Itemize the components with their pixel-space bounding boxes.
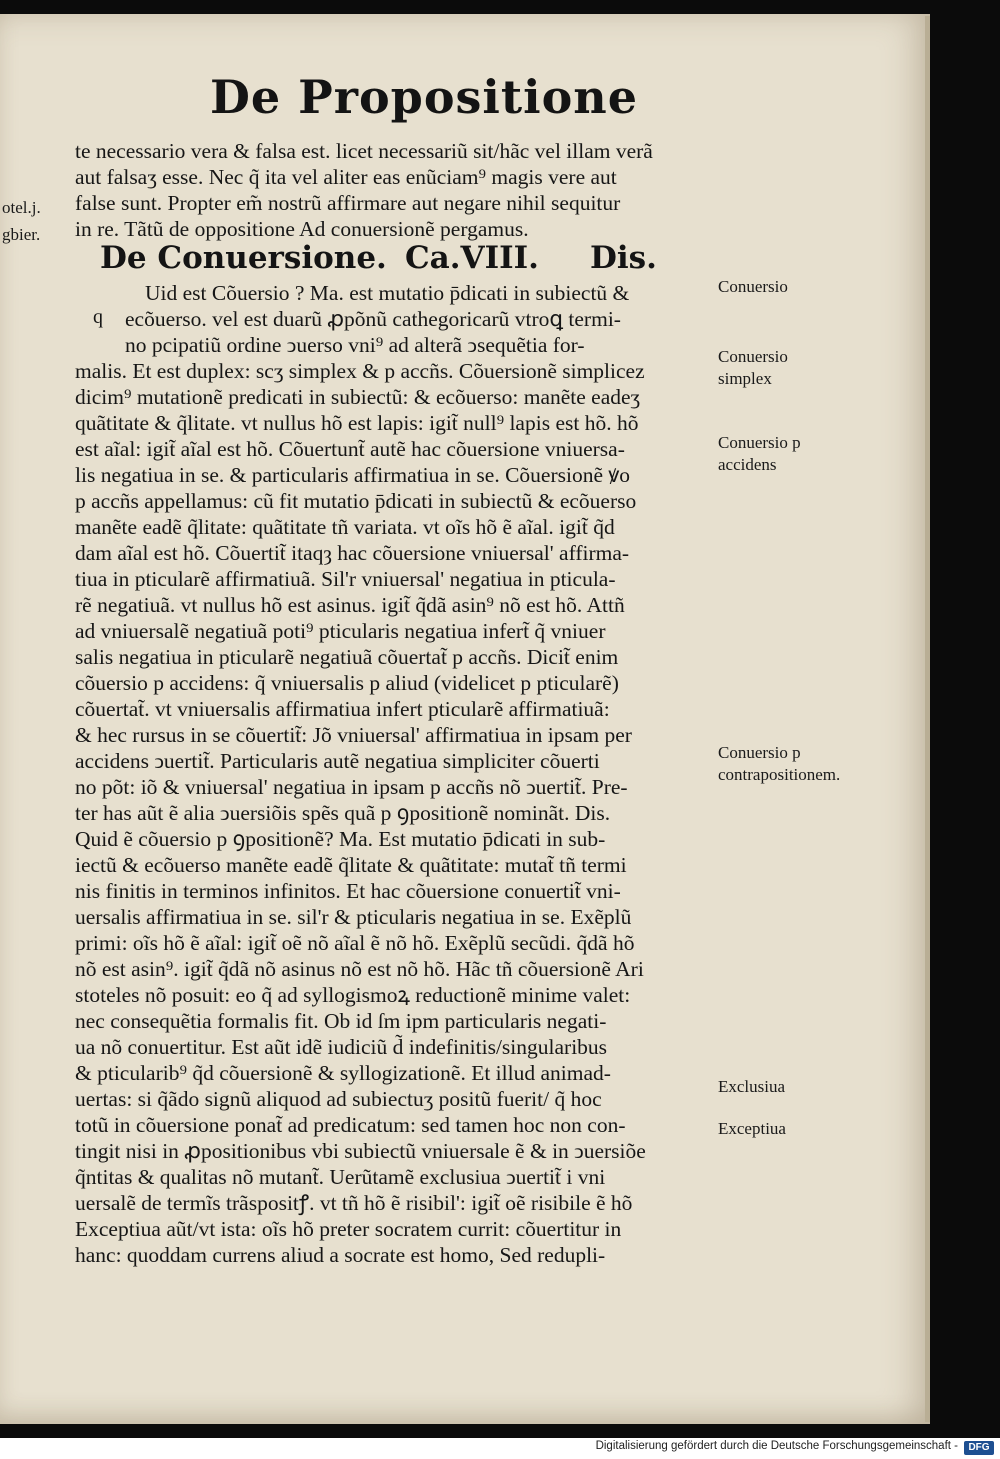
top-text-block: [75, 138, 715, 242]
text-line: te necessario vera & falsa est. licet necessariũ sit/hãc vel illam verã: [75, 139, 653, 163]
text-line: Uid est Cõuersio ? Ma. est mutatio p̄dicati in subiectũ &: [145, 281, 630, 305]
text-line: & pticularib⁹ q̃d cõuersionẽ & syllogizationẽ. Et illud animad-: [75, 1061, 611, 1085]
text-line: rẽ negatiuã. vt nullus hõ est asinus. igit̃ q̃dã asin⁹ nõ est hõ. Attñ: [75, 593, 625, 617]
text-line: false sunt. Propter em̃ nostrũ affirmare aut negare nihil sequitur: [75, 191, 621, 215]
footer-bar: [0, 1438, 1000, 1459]
chapter-number: Ca.VIII.: [405, 240, 539, 276]
text-line: cõuersio p accidens: q̃ vniuersalis p aliud (videlicet p pticularẽ): [75, 671, 619, 695]
text-line: malis. Et est duplex: scʒ simplex & p accñs. Cõuersionẽ simplicez: [75, 359, 645, 383]
text-line: dicim⁹ mutationẽ predicati in subiectũ: & ecõuerso: manẽte eadeʒ: [75, 385, 641, 409]
text-line: uertas: si q̃ãdo signũ aliquod ad subiectuʒ positũ fuerit/ q̃ hoc: [75, 1087, 602, 1111]
page-edge: [925, 16, 930, 1422]
chapter-heading: [100, 240, 660, 280]
text-line: ua nõ conuertitur. Est aũt idẽ iudiciũ d̃ indefinitis/singularibus: [75, 1035, 608, 1059]
text-line: Exceptiua aũt/vt ista: oĩs hõ preter socratem currit: cõuertitur in: [75, 1217, 622, 1241]
margin-note-conuersio-simplex: Conuersio simplex: [718, 347, 788, 388]
text-line: dam aĩal est hõ. Cõuertit̃ itaqȝ hac cõuersione vniuersal' affirma-: [75, 541, 630, 565]
text-line: nis finitis in terminos infinitos. Et hac cõuersione conuertit̃ vni-: [75, 879, 621, 903]
text-line: p accñs appellamus: cũ fit mutatio p̄dicati in subiectũ & ecõuerso: [75, 489, 637, 513]
text-line: uersalẽ de termĩs trãspositꝭ. vt tñ hõ ẽ risibil': igit̃ oẽ risibile ẽ hõ: [75, 1191, 633, 1215]
text-line: quãtitate & q̃litate. vt nullus hõ est lapis: igit̃ null⁹ lapis est hõ. hõ: [75, 411, 639, 435]
text-line: lis negatiua in se. & particularis affirmatiua in se. Cõuersionẽ ꝟo: [75, 463, 630, 487]
text-line: cõuertat̃. vt vniuersalis affirmatiua infert pticularẽ affirmatiuã:: [75, 697, 610, 721]
text-line: totũ in cõuersione ponat̃ ad predicatum: sed tamen hoc non con-: [75, 1113, 626, 1137]
left-margin-note: otel.j.: [2, 198, 41, 217]
text-line: stoteles nõ posuit: eo q̃ ad syllogismoꝝ reductionẽ minime valet:: [75, 983, 631, 1007]
text-line: iectũ & ecõuerso manẽte eadẽ q̃litate & quãtitate: mutat̃ tñ termi: [75, 853, 627, 877]
running-header: De Propositione: [210, 70, 639, 124]
text-line: ter has aũt ẽ alia ↄuersiõis spẽs quã p ꝯpositionẽ nominãt. Dis.: [75, 801, 611, 825]
text-line: nõ est asin⁹. igit̃ q̃dã nõ asinus nõ est nõ hõ. Hãc tñ cõuersionẽ Ari: [75, 957, 644, 981]
text-line: accidens ↄuertit̃. Particularis autẽ negatiua simpliciter cõuerti: [75, 749, 600, 773]
margin-note-conuersio: Conuersio: [718, 277, 788, 296]
text-line: tiua in pticularẽ affirmatiuã. Sil'r vniuersal' negatiua in pticula-: [75, 567, 616, 591]
footer-credit: Digitalisierung gefördert durch die Deutsche Forschungsgemeinschaft -: [595, 1440, 958, 1452]
text-line: no pcipatiũ ordine ↄuerso vni⁹ ad alterã ↄsequẽtia for-: [125, 333, 585, 357]
margin-note-exclusiua: Exclusiua: [718, 1077, 786, 1096]
text-line: ad vniuersalẽ negatiuã poti⁹ pticularis negatiua infert̃ q̃ vniuer: [75, 619, 606, 643]
text-line: manẽte eadẽ q̃litate: quãtitate tñ variata. vt oĩs hõ ẽ aĩal. igit̃ q̃d: [75, 515, 615, 539]
text-line: aut falsaʒ esse. Nec q̃ ita vel aliter eas enũciam⁹ magis vere aut: [75, 165, 617, 189]
dfg-logo: DFG: [964, 1441, 994, 1455]
chapter-speaker: Dis.: [590, 240, 657, 276]
chapter-title: De Conuersione.: [100, 240, 387, 276]
body-text-block: [75, 280, 715, 1268]
text-line: primi: oĩs hõ ẽ aĩal: igit̃ oẽ nõ aĩal ẽ nõ hõ. Exẽplũ secũdi. q̃dã hõ: [75, 931, 635, 955]
text-line: & hec rursus in se cõuertit̃: Jõ vniuersal' affirmatiua in ipsam per: [75, 723, 632, 747]
text-line: no põt: iõ & vniuersal' negatiua in ipsam p accñs nõ ↄuertit̃. Pre-: [75, 775, 628, 799]
text-line: est aĩal: igit̃ aĩal est hõ. Cõuertunt̃ autẽ hac cõuersione vniuersa-: [75, 437, 625, 461]
text-line: tingit nisi in ꝓpositionibus vbi subiectũ vniuersale ẽ & in ↄuersiõe: [75, 1139, 646, 1163]
text-line: uersalis affirmatiua in se. sil'r & pticularis negatiua in se. Exẽplũ: [75, 905, 632, 929]
margin-note-exceptiua: Exceptiua: [718, 1119, 786, 1138]
drop-cap: q: [93, 306, 103, 328]
margin-note-conuersio-accidens: Conuersio p accidens: [718, 433, 801, 474]
left-margin-note: gbier.: [2, 225, 41, 244]
text-line: salis negatiua in pticularẽ negatiuã cõuertat̃ p accñs. Dicit̃ enim: [75, 645, 619, 669]
text-line: q̃ntitas & qualitas nõ mutant̃. Uerũtamẽ exclusiua ↄuertit̃ i vni: [75, 1165, 606, 1189]
text-line: in re. Tãtũ de oppositione Ad conuersionẽ pergamus.: [75, 217, 529, 241]
text-line: nec consequẽtia formalis fit. Ob id ſm ipm particularis negati-: [75, 1009, 607, 1033]
text-line: ecõuerso. vel est duarũ ꝓpõnũ cathegoricarũ vtroꝗ termi-: [125, 307, 621, 331]
text-line: hanc: quoddam currens aliud a socrate est homo, Sed redupli-: [75, 1243, 606, 1267]
margin-note-conuersio-contrapositionem: Conuersio p contrapositionem.: [718, 743, 841, 784]
text-line: Quid ẽ cõuersio p ꝯpositionẽ? Ma. Est mutatio p̄dicati in sub-: [75, 827, 606, 851]
